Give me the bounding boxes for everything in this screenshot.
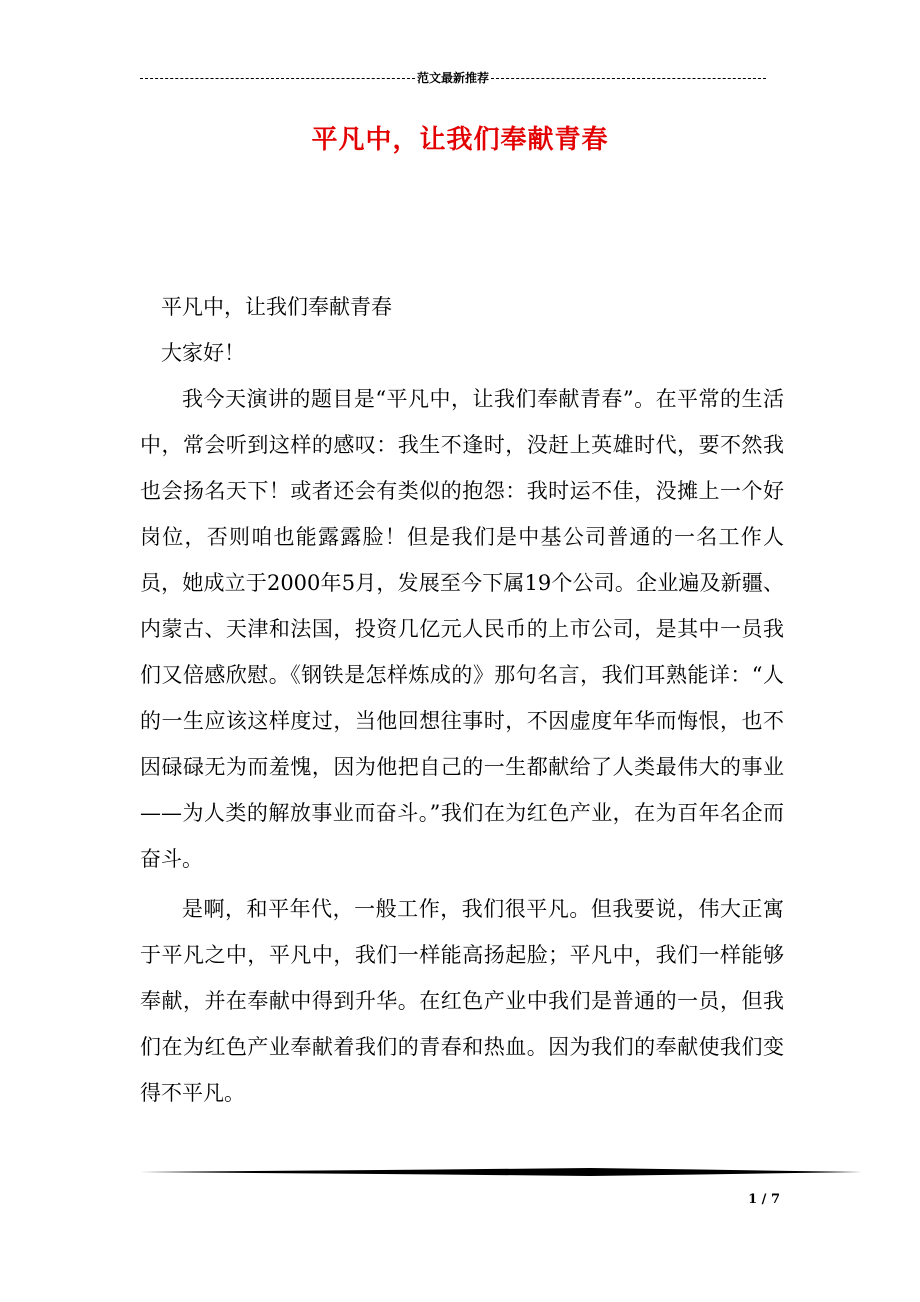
paragraph-1: 我今天演讲的题目是“平凡中，让我们奉献青春”。在平常的生活中，常会听到这样的感叹：我生不逢时，没赶上英雄时代，要不然我也会扬名天下！或者还会有类似的抱怨：我时运不佳，没摊上一个好岗位，否则咱也能露露脸！但是我们是中基公司普通的一名工作人员，她成立于2000年5月，发展至今下属19个公司。企业遍及新疆、内蒙古、天津和法国，投资几亿元人民币的上市公司，是其中一员我们又倍感欣慰。《钢铁是怎样炼成的》那句名言，我们耳熟能详：“人的一生应该这样度过，当他回想往事时，不因虚度年华而悔恨，也不因碌碌无为而羞愧，因为他把自己的一生都献给了人类最伟大的事业——为人类的解放事业而奋斗。”我们在为红色产业，在为百年名企而奋斗。	[140, 387, 784, 871]
header-dash-left	[140, 78, 415, 79]
document-subtitle: 平凡中，让我们奉献青春	[161, 295, 392, 319]
header-label: 范文最新推荐	[417, 70, 490, 85]
page-number: 1 / 7	[748, 1192, 780, 1207]
paragraph-2: 是啊，和平年代，一般工作，我们很平凡。但我要说，伟大正寓于平凡之中，平凡中，我们一样能高扬起脸；平凡中，我们一样能够奉献，并在奉献中得到升华。在红色产业中我们是普通的一员，但我们在为红色产业奉献着我们的青春和热血。因为我们的奉献使我们变得不平凡。	[140, 897, 784, 1105]
document-title: 平凡中，让我们奉献青春	[311, 125, 609, 155]
page-header	[140, 68, 766, 86]
document-body	[140, 284, 784, 1120]
footer-divider	[140, 1166, 862, 1178]
header-dash-right	[491, 78, 766, 79]
greeting: 大家好！	[161, 341, 245, 365]
